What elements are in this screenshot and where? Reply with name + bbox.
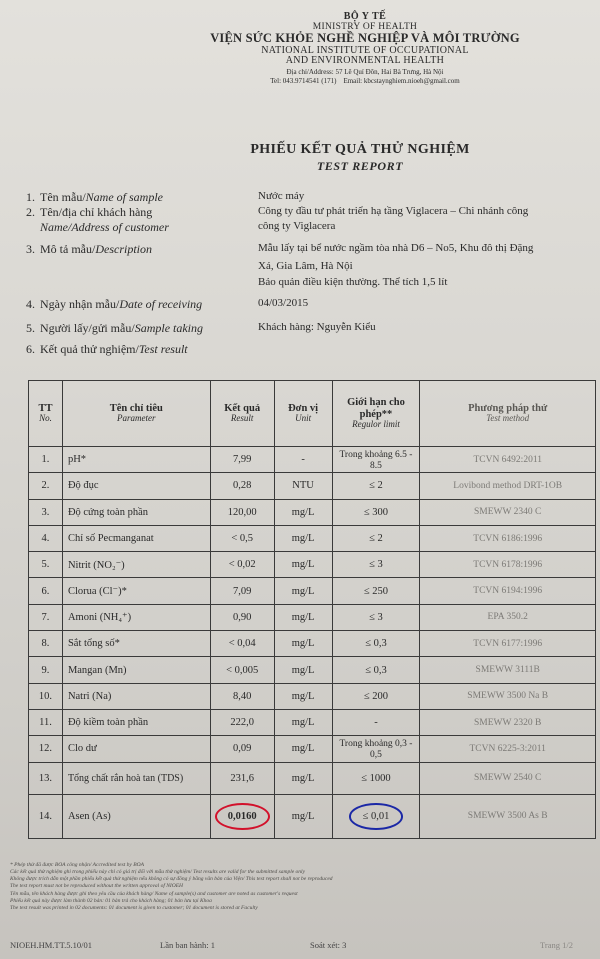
cell-result-text: < 0,5 [231,533,253,545]
cell-limit [332,709,420,735]
col-header-result: Kết quả Result [210,381,274,447]
cell-no-text: 13. [38,772,53,784]
cell-unit-text: NTU [292,480,314,492]
cell-result [210,794,274,838]
cell-limit-text: ≤ 200 [363,690,389,702]
cell-unit [274,794,332,838]
footer-notes [10,862,590,912]
cell-result [210,447,274,473]
cell-no-text: 10. [38,690,53,702]
cell-no [29,525,63,551]
cell-limit [332,736,420,762]
cell-result [210,631,274,657]
institute-email: Email: kbcstaynghiem.nioeh@gmail.com [343,76,460,85]
cell-no [29,631,63,657]
cell-limit [332,604,420,630]
cell-method [420,578,596,604]
cell-no [29,552,63,578]
cell-limit-text: Trong khoảng 0,3 - 0,5 [339,738,413,760]
cell-unit-text: mg/L [291,559,315,571]
cell-no-text: 9. [41,664,50,676]
table-row [29,499,596,525]
cell-no-text: 6. [41,585,50,597]
institute-tel: Tel: 043.9714541 (171) [270,76,337,85]
cell-no-text: 7. [41,611,50,623]
cell-no [29,499,63,525]
cell-method-text: TCVN 6225-3:2011 [469,743,546,754]
col-header-unit: Đơn vị Unit [274,381,332,447]
cell-parameter [62,578,210,604]
table-row [29,525,596,551]
cell-parameter [62,447,210,473]
cell-parameter-text: Độ cứng toàn phần [67,506,148,518]
info-value: công ty Viglacera [258,220,336,232]
results-table [28,380,596,839]
table-row [29,473,596,499]
cell-no [29,762,63,794]
cell-method [420,604,596,630]
cell-limit [332,552,420,578]
institute-vi: VIỆN SỨC KHỎE NGHỀ NGHIỆP VÀ MÔI TRƯỜNG [210,31,520,46]
cell-limit [332,525,420,551]
cell-limit [332,657,420,683]
cell-method [420,657,596,683]
table-row [29,631,596,657]
cell-parameter-text: Mangan (Mn) [67,664,127,676]
cell-unit [274,709,332,735]
cell-parameter-text: Clorua (Cl⁻)* [67,586,127,598]
report-title-vi: PHIẾU KẾT QUẢ THỬ NGHIỆM [250,142,470,157]
cell-parameter-text: Amoni (NH₄⁺) [67,612,132,624]
institute-en-2: AND ENVIRONMENTAL HEALTH [285,55,445,67]
cell-limit-text: ≤ 2 [369,533,383,545]
cell-unit [274,473,332,499]
table-row [29,762,596,794]
cell-limit-text: ≤ 250 [363,585,389,597]
table-row [29,604,596,630]
cell-method-text: SMEWW 3111B [475,665,540,676]
cell-method-text: EPA 350.2 [487,612,528,623]
cell-no-text: 14. [38,810,53,822]
institute-contact [150,78,580,85]
cell-unit-text: mg/L [291,585,315,597]
cell-no-text: 1. [41,454,50,466]
cell-limit-text: ≤ 2 [369,480,383,492]
cell-method [420,552,596,578]
info-value: 04/03/2015 [258,297,309,309]
cell-method [420,631,596,657]
cell-result [210,762,274,794]
cell-result [210,709,274,735]
cell-unit-text: mg/L [291,717,315,729]
info-value: Xá, Gia Lâm, Hà Nội [258,260,353,272]
cell-no-text: 4. [41,533,50,545]
cell-result-text: 0,28 [232,480,252,492]
table-row [29,657,596,683]
cell-result-text: 0,90 [232,611,252,623]
cell-limit-text: ≤ 0,3 [365,638,387,650]
cell-unit-text: mg/L [291,638,315,650]
cell-result-text: < 0,005 [226,664,259,676]
page-number: Trang 1/2 [540,940,573,950]
cell-parameter-text: Nitrit (NO₂⁻) [67,559,125,571]
footer-note: * Phép thử đã được BOA công nhận/ Accredited test by BOA [10,862,144,868]
institute-en-1: NATIONAL INSTITUTE OF OCCUPATIONAL [261,44,469,56]
cell-parameter [62,473,210,499]
cell-unit [274,631,332,657]
col-header-parameter: Tên chỉ tiêu Parameter [62,381,210,447]
cell-parameter-text: Độ đục [67,480,99,492]
cell-no-text: 12. [38,743,53,755]
cell-parameter-text: Asen (As) [67,810,111,822]
cell-limit-text: ≤ 3 [369,559,383,571]
cell-no-text: 8. [41,638,50,650]
table-row [29,736,596,762]
cell-unit [274,552,332,578]
cell-limit [332,447,420,473]
cell-parameter-text: Độ kiềm toàn phần [67,717,149,729]
info-value: Công ty đầu tư phát triển hạ tầng Viglacera – Chi nhánh công [258,205,529,217]
cell-no [29,794,63,838]
cell-parameter [62,552,210,578]
cell-method-text: TCVN 6194:1996 [473,586,543,597]
cell-parameter-text: Tổng chất rắn hoà tan (TDS) [67,772,184,784]
cell-method-text: TCVN 6177:1996 [473,638,543,649]
cell-parameter [62,499,210,525]
cell-result-text: 0,0160 [215,803,270,830]
cell-method-text: TCVN 6178:1996 [473,559,543,570]
cell-limit [332,473,420,499]
cell-parameter [62,631,210,657]
info-value: Khách hàng: Nguyễn Kiểu [258,321,376,333]
cell-result [210,604,274,630]
col-header-limit: Giới hạn cho phép** Regulor limit [332,381,420,447]
table-row [29,552,596,578]
cell-limit [332,794,420,838]
cell-no [29,447,63,473]
cell-unit-text: mg/L [291,533,315,545]
cell-unit-text: mg/L [291,664,315,676]
cell-limit [332,578,420,604]
cell-limit-text: ≤ 0,01 [349,803,404,830]
cell-no-text: 5. [41,559,50,571]
cell-result-text: 7,99 [232,454,252,466]
cell-no-text: 3. [41,506,50,518]
report-title-en: TEST REPORT [316,159,404,173]
cell-result [210,525,274,551]
footer-note: Phiếu kết quả này được làm thành 02 bản: 01 bản trả cho khách hàng; 01 bản lưu tại Khoa [10,897,212,904]
cell-limit-text: ≤ 3 [369,611,383,623]
ministry-en: MINISTRY OF HEALTH [312,21,418,32]
cell-unit [274,736,332,762]
cell-unit [274,499,332,525]
cell-result-text: 231,6 [230,772,254,784]
cell-limit-text: ≤ 0,3 [365,664,387,676]
cell-result [210,473,274,499]
cell-no [29,683,63,709]
cell-unit [274,604,332,630]
footer-note: The test result was printed in 02 documents: 01 document is given to customer; 01 document is stored at Faculty [10,904,258,911]
cell-limit-text: ≤ 1000 [361,772,391,784]
footer-note: Không được trích dẫn một phần phiếu kết quả thử nghiệm nếu không có sự đồng ý bằng văn bản của Viện/ This test report shall not be reproduced [10,876,333,883]
cell-parameter [62,657,210,683]
cell-result [210,683,274,709]
footer-note: Tên mẫu, tên khách hàng được ghi theo yêu cầu của khách hàng/ Name of sample(s) and customer are noted as customer's request [10,890,298,897]
cell-method [420,525,596,551]
cell-unit [274,447,332,473]
cell-method-text: SMEWW 3500 Na B [467,691,549,702]
col-header-method: Phương pháp thử Test method [420,381,596,447]
cell-method-text: SMEWW 2320 B [474,717,542,728]
cell-no [29,578,63,604]
cell-parameter-text: Chỉ số Pecmanganat [67,533,154,545]
document-code: NIOEH.HM.TT.5.10/01 [10,940,92,950]
info-value: Bảo quản điều kiện thường. Thể tích 1,5 lít [258,276,448,288]
issue-number: Lần ban hành: 1 [160,940,215,950]
cell-result-text: < 0,02 [228,559,256,571]
table-row [29,794,596,838]
info-value: Nước máy [258,190,305,202]
cell-limit-text: - [374,717,378,729]
col-header-no: TT No. [29,381,63,447]
cell-result-text: < 0,04 [228,638,256,650]
cell-limit [332,499,420,525]
report-title [140,142,580,174]
cell-limit-text: ≤ 300 [363,506,389,518]
cell-no [29,709,63,735]
cell-unit [274,525,332,551]
cell-unit-text: mg/L [291,690,315,702]
cell-unit [274,762,332,794]
cell-no [29,604,63,630]
ministry-vi: BỘ Y TẾ [343,11,387,22]
cell-result-text: 8,40 [232,690,252,702]
cell-no-text: 2. [41,480,50,492]
cell-unit [274,657,332,683]
cell-method-text: TCVN 6492:2011 [473,454,542,465]
cell-method-text: TCVN 6186:1996 [473,533,543,544]
cell-unit-text: mg/L [291,611,315,623]
cell-result-text: 120,00 [227,506,257,518]
cell-unit [274,578,332,604]
footer-note: Các kết quả thử nghiệm ghi trong phiếu này chỉ có giá trị đối với mẫu thử nghiệm/ Test results are valid for the submitted sample only [10,869,306,876]
cell-method [420,447,596,473]
cell-unit-text: - [301,454,305,466]
table-row [29,447,596,473]
cell-method [420,794,596,838]
cell-limit-text: Trong khoảng 6.5 - 8.5 [339,449,413,471]
cell-unit [274,683,332,709]
cell-parameter [62,604,210,630]
cell-method-text: SMEWW 2540 C [474,773,542,784]
cell-result [210,499,274,525]
table-header-row [29,381,596,447]
cell-method [420,473,596,499]
institute-address: Địa chỉ/Address: 57 Lê Quí Đôn, Hai Bà Trưng, Hà Nội [286,67,444,76]
cell-result-text: 222,0 [230,717,254,729]
cell-limit [332,631,420,657]
cell-limit [332,762,420,794]
cell-result [210,657,274,683]
cell-parameter-text: Clo dư [67,743,97,755]
cell-method [420,762,596,794]
cell-no [29,736,63,762]
table-row [29,578,596,604]
cell-method [420,709,596,735]
cell-result [210,552,274,578]
cell-unit-text: mg/L [291,743,315,755]
cell-result [210,736,274,762]
cell-result [210,578,274,604]
cell-method-text: SMEWW 2340 C [474,507,542,518]
cell-parameter [62,683,210,709]
cell-parameter [62,794,210,838]
cell-parameter [62,736,210,762]
cell-unit-text: mg/L [291,810,315,822]
cell-no-text: 11. [39,717,52,729]
table-row [29,709,596,735]
cell-parameter-text: Sắt tổng số* [67,638,120,650]
cell-method-text: SMEWW 3500 As B [467,811,548,822]
cell-method [420,736,596,762]
cell-result-text: 7,09 [232,585,252,597]
cell-unit-text: mg/L [291,506,315,518]
cell-parameter-text: pH* [67,454,87,466]
cell-method [420,499,596,525]
cell-parameter [62,762,210,794]
cell-parameter [62,709,210,735]
info-value: Mẫu lấy tại bể nước ngầm tòa nhà D6 – No5, Khu đô thị Đặng [258,242,534,254]
cell-unit-text: mg/L [291,772,315,784]
cell-result-text: 0,09 [232,743,252,755]
cell-limit [332,683,420,709]
cell-no [29,657,63,683]
institute-header [150,12,580,85]
test-report-sheet: BỘ Y TẾ MINISTRY OF HEALTH VIỆN SỨC KHỎE NGHỀ NGHIỆP VÀ MÔI TRƯỜNG NATIONAL INSTITUTE OF OCCUPATIONAL AND ENVIRONMENTAL HEALTH Địa chỉ/Address: 57 Lê Quí Đôn, Hai Bà Trưng, Hà Nội Tel: 043.9714541 (171) Email: kbcstaynghiem.nioeh@gmail.com PHIẾU KẾT QUẢ THỬ NGHIỆM TEST REPORT 1. Tên mẫu/Name of sample Nước máy 2. Tên/địa chỉ khách hàng Công ty đầu tư phát triển hạ tầng Viglacera – Chi nhánh công Name/Address of customer công ty Viglacera 3. Mô tả mẫu/Description Mẫu lấy tại bể nước ngầm tòa nhà D6 – No5, Khu đô thị Đặng Xá, Gia Lâm, Hà Nội Bảo quản điều kiện thường. Thể tích 1,5 lít 4. Ngày nhận mẫu/Date of receiving 04/03/2015 5. Người lấy/gửi mẫu/Sample taking Khách hàng: Nguyễn Kiểu 6. Kết quả thử nghiệm/Test result TT No. Tên chỉ tiêu Parameter Kết quả Result Đơn vị Unit Giới hạn cho phép** Regulor limit Phương pháp thử Test method 1. pH* 7,99 - Trong khoảng 6.5 - 8.5 TCVN 6492:2011 2. Độ đục 0,28 NTU ≤ 2 Lovibond method DRT-1OB 3. Độ cứng toàn phần 120,00 mg/L ≤ 300 SMEWW 2340 C 4. Chỉ số Pecmanganat < 0,5 mg/L ≤ 2 TCVN 6186:1996 5. Nitrit (NO₂⁻) < 0,02 mg/L ≤ 3 TCVN 6178:1996 6. Clorua (Cl⁻)* 7,09 mg/L ≤ 250 TCVN 6194:1996 7. Amoni (NH₄⁺) 0,90 mg/L ≤ 3 EPA 350.2 8. Sắt tổng số* < 0,04 mg/L ≤ 0,3 TCVN 6177:1996 9. Mangan (Mn) < 0,005 mg/L ≤ 0,3 SMEWW 3111B 10. Natri (Na) 8,40 mg/L ≤ 200 SMEWW 3500 Na B 11. Độ kiềm toàn phần 222,0 mg/L - SMEWW 2320 B 12. Clo dư 0,09 mg/L Trong khoảng 0,3 - 0,5 TCVN 6225-3:2011 13. Tổng chất rắn hoà tan (TDS) 231,6 mg/L ≤ 1000 SMEWW 2540 C 14. Asen (As) 0,0160 mg/L ≤ 0,01 SMEWW 3500 As B * Phép thử đã được BOA công nhận/ Accredited test by BOA Các kết quả thử nghiệm ghi trong phiếu này chỉ có giá trị đối với mẫu thử nghiệm/ Test results are valid for the submitted sample only Không được trích dẫn một phần phiếu kết quả thử nghiệm nếu không có sự đồng ý bằng văn bản của Viện/ This test report shall not be reproduced The test report must not be reproduced without the written approval of NIOEH Tên mẫu, tên khách hàng được ghi theo yêu cầu của khách hàng/ Name of sample(s) and customer are noted as customer's request Phiếu kết quả này được làm thành 02 bản: 01 bản trả cho khách hàng; 01 bản lưu tại Khoa The test result was printed in 02 documents: 01 document is given to customer; 01 document is stored at Faculty NIOEH.HM.TT.5.10/01 Lần ban hành: 1 Soát xét: 3 Trang 1/2 [0,0,600,959]
cell-parameter [62,525,210,551]
cell-no [29,473,63,499]
revision-number: Soát xét: 3 [310,940,347,950]
footer-note: The test report must not be reproduced without the written approval of NIOEH [10,883,184,890]
cell-method [420,683,596,709]
cell-parameter-text: Natri (Na) [67,690,112,702]
cell-method-text: Lovibond method DRT-1OB [453,480,563,491]
table-row [29,683,596,709]
